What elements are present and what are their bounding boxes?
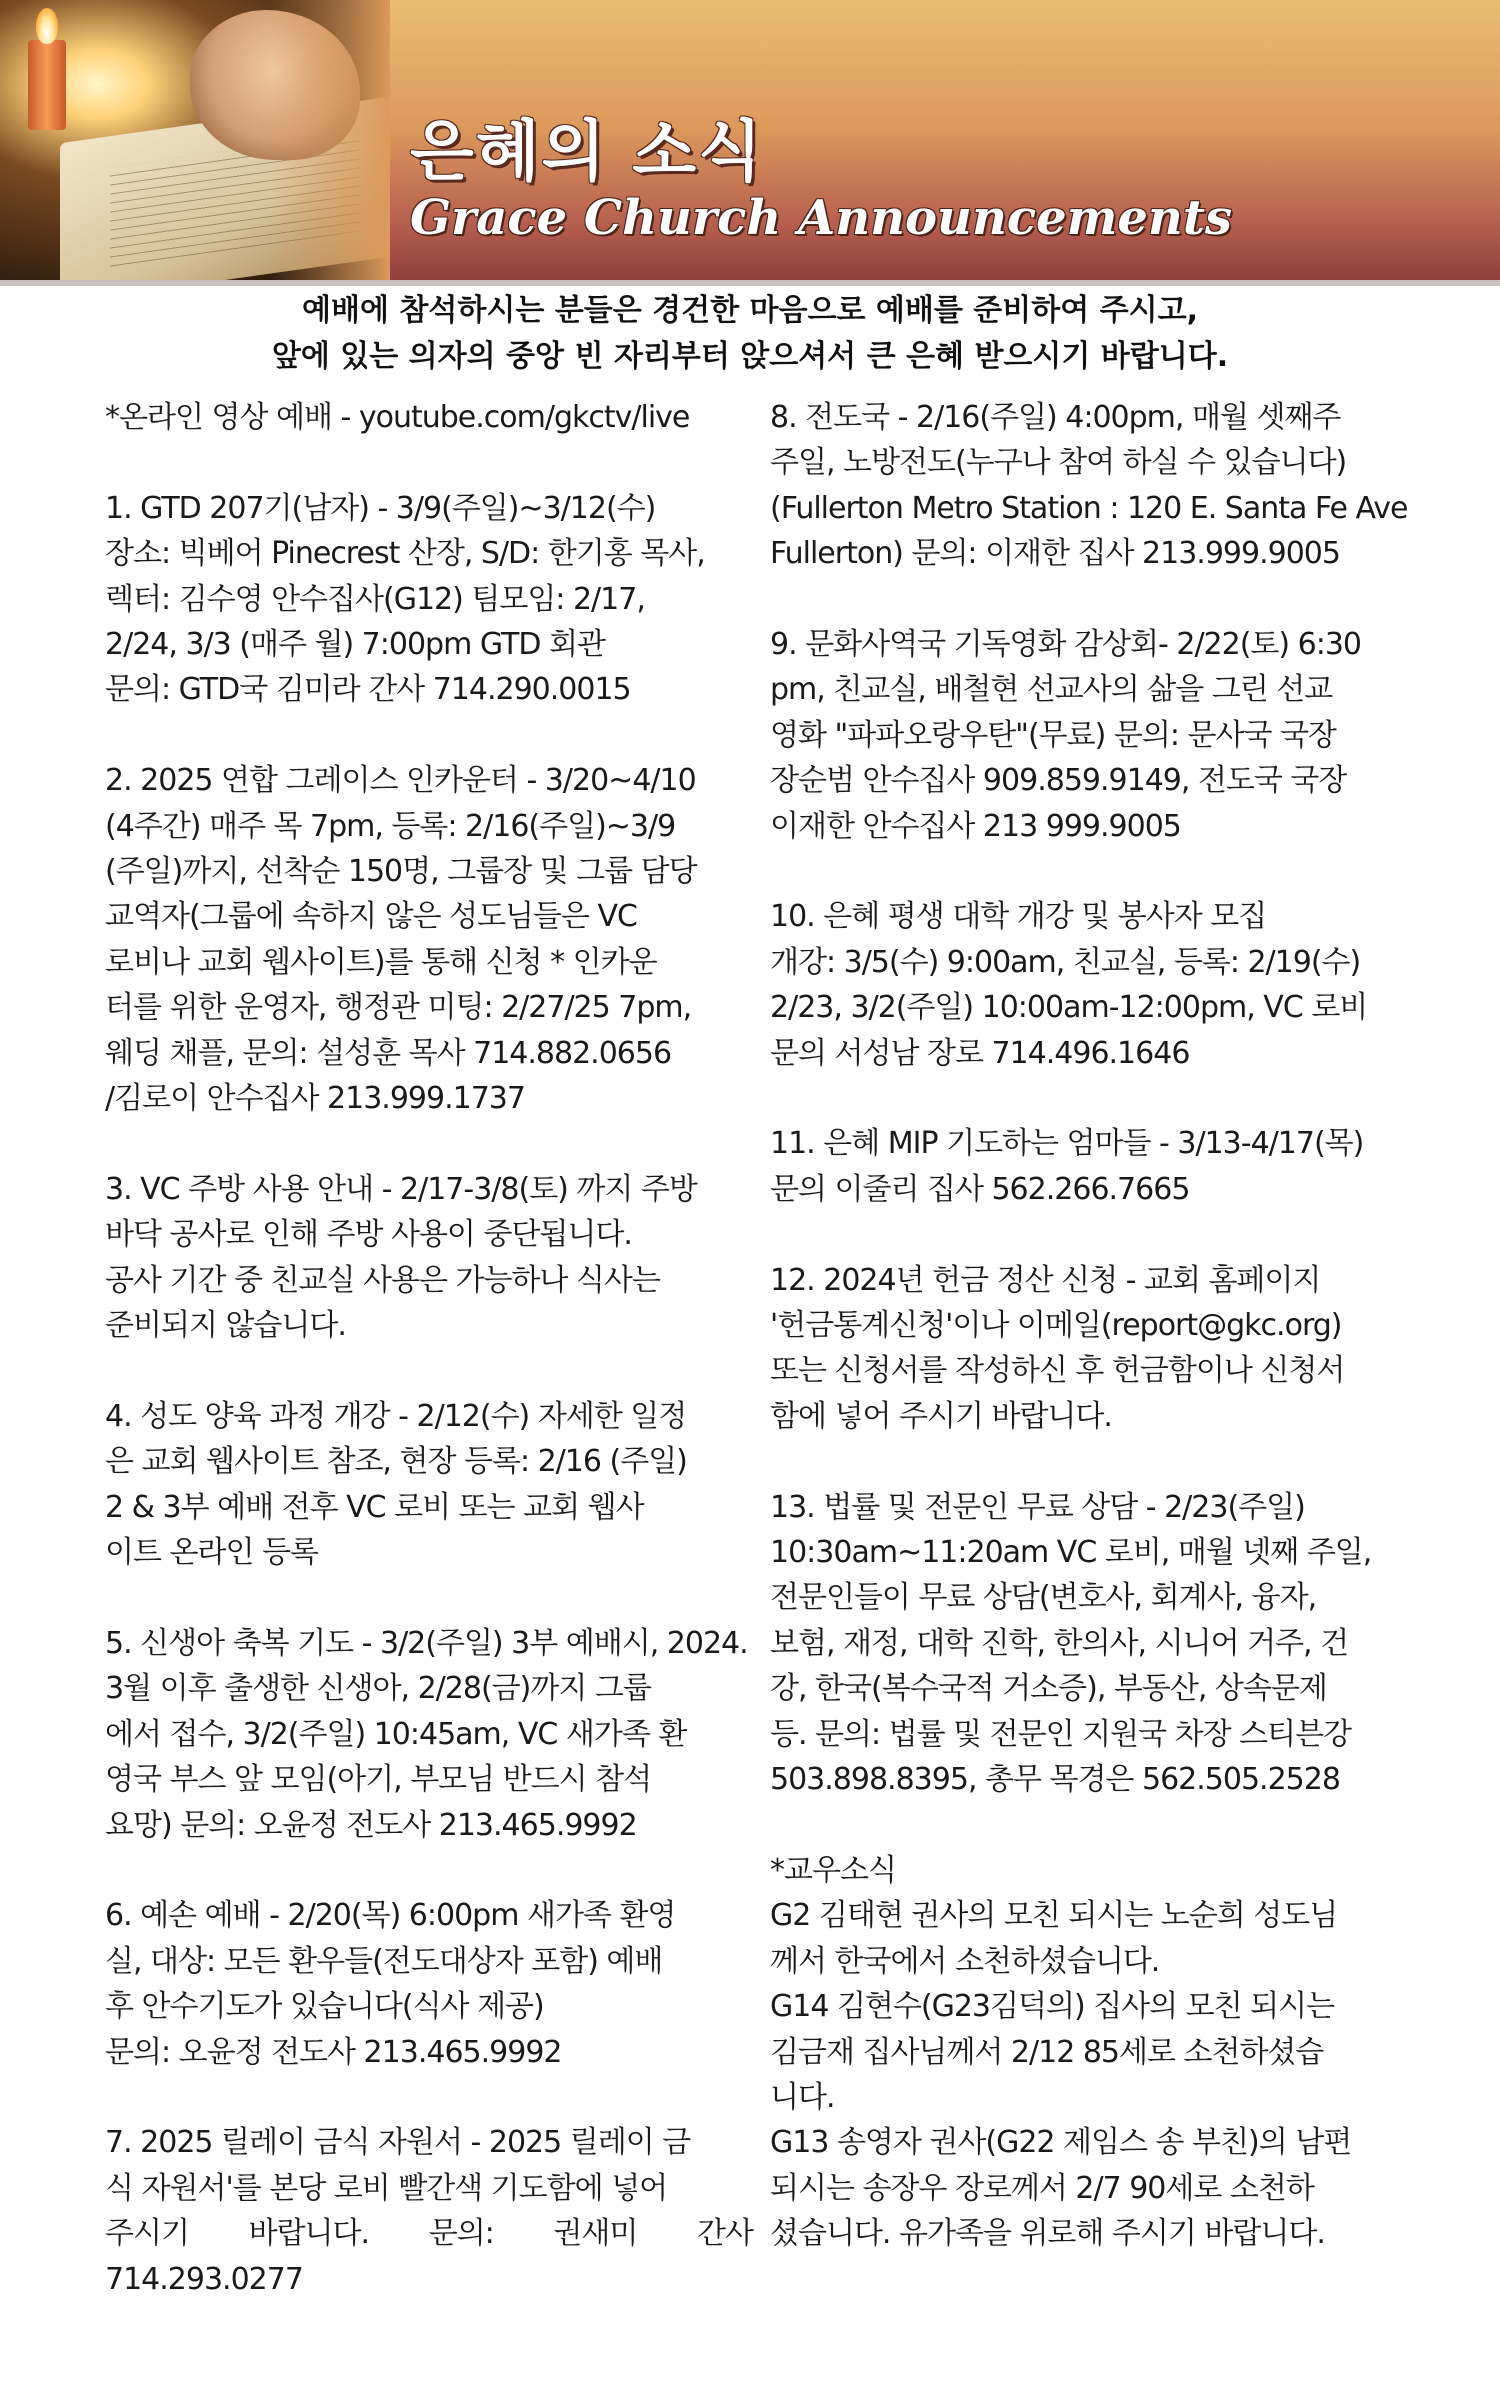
online-worship-link[interactable]: *온라인 영상 예배 - youtube.com/gkctv/live	[105, 400, 690, 435]
right-column	[770, 395, 1408, 2257]
candle-icon	[28, 40, 66, 130]
member-news-heading: *교우소식	[770, 1852, 896, 1888]
page-title: 은혜의 소식	[410, 113, 764, 190]
member-news-3: G13 송영자 권사(G22 제임스 송 부친)의 남편 되시는 송장우 장로께서 2/7 90세로 소천하 셨습니다. 유가족을 위로해 주시기 바랍니다.	[770, 2125, 1352, 2252]
announcement-3: 3. VC 주방 사용 안내 - 2/17-3/8(토) 까지 주방 바닥 공사로 인해 주방 사용이 중단됩니다. 공사 기간 중 친교실 사용은 가능하나 식사는 준비되지 않습니다.	[105, 1171, 697, 1344]
header-banner	[0, 0, 1500, 286]
announcement-10: 10. 은혜 평생 대학 개강 및 봉사자 모집 개강: 3/5(수) 9:00am, 친교실, 등록: 2/19(수) 2/23, 3/2(주일) 10:00am-12:00pm, VC 로비 문의 서성남 장로 714.496.1646	[770, 899, 1368, 1071]
announcement-8: 8. 전도국 - 2/16(주일) 4:00pm, 매월 셋째주 주일, 노방전도(누구나 참여 하실 수 있습니다) (Fullerton Metro Station : 120 E. Santa Fe Ave Fullerton) 문의: 이재한 집사 213.999.9005	[770, 400, 1408, 572]
announcement-9: 9. 문화사역국 기독영화 감상회- 2/22(토) 6:30 pm, 친교실, 배철현 선교사의 삶을 그린 선교 영화 "파파오랑우탄"(무료) 문의: 문사국 국장 장순범 안수집사 909.859.9149, 전도국 국장 이재한 안수집사 213 999.9005	[770, 627, 1362, 844]
announcement-13: 13. 법률 및 전문인 무료 상담 - 2/23(주일) 10:30am~11:20am VC 로비, 매월 넷째 주일, 전문인들이 무료 상담(변호사, 회계사, 융자, 보험, 재정, 대학 진학, 한의사, 시니어 거주, 건 강, 한국(복수국적 거소증), 부동산, 상속문제 등. 문의: 법률 및 전문인 지원국 차장 스티븐강 503.898.8395, 총무 목경은 562.505.2528	[770, 1489, 1372, 1798]
praying-hands-image	[0, 0, 390, 280]
member-news-2: G14 김현수(G23김덕의) 집사의 모친 되시는 김금재 집사님께서 2/12 85세로 소천하셨습 니다.	[770, 1989, 1335, 2115]
member-news-1: G2 김태현 권사의 모친 되시는 노순희 성도님 께서 한국에서 소천하셨습니다.	[770, 1898, 1338, 1979]
flame-icon	[36, 8, 58, 44]
announcement-1: 1. GTD 207기(남자) - 3/9(주일)~3/12(수) 장소: 빅베어 Pinecrest 산장, S/D: 한기홍 목사, 렉터: 김수영 안수집사(G12) 팀모임: 2/17, 2/24, 3/3 (매주 월) 7:00pm GTD 회관 문의: GTD국 김미라 간사 714.290.0015	[105, 490, 705, 708]
left-column	[105, 395, 753, 2302]
intro-line-2: 앞에 있는 의자의 중앙 빈 자리부터 앉으셔서 큰 은혜 받으시기 바랍니다.	[271, 339, 1229, 374]
announcement-5: 5. 신생아 축복 기도 - 3/2(주일) 3부 예배시, 2024. 3월 이후 출생한 신생아, 2/28(금)까지 그룹 에서 접수, 3/2(주일) 10:45am, VC 새가족 환 영국 부스 앞 모임(아기, 부모님 반드시 참석 요망) 문의: 오윤정 전도사 213.465.9992	[105, 1625, 748, 1843]
announcement-12: 12. 2024년 헌금 정산 신청 - 교회 홈페이지 '헌금통계신청'이나 이메일(report@gkc.org) 또는 신청서를 작성하신 후 헌금함이나 신청서 함에 넣어 주시기 바랍니다.	[770, 1262, 1345, 1434]
announcement-7: 7. 2025 릴레이 금식 자원서 - 2025 릴레이 금 식 자원서'를 본당 로비 빨간색 기도함에 넣어 주시기 바랍니다. 문의: 권새미 간사 714.293.0277	[105, 2125, 753, 2297]
announcement-11: 11. 은혜 MIP 기도하는 엄마들 - 3/13-4/17(목) 문의 이줄리 집사 562.266.7665	[770, 1126, 1364, 1207]
intro-notice	[0, 288, 1500, 380]
intro-line-1: 예배에 참석하시는 분들은 경건한 마음으로 예배를 준비하여 주시고,	[302, 293, 1198, 328]
page-subtitle: Grace Church Announcements	[410, 190, 1233, 246]
announcement-6: 6. 예손 예배 - 2/20(목) 6:00pm 새가족 환영 실, 대상: 모든 환우들(전도대상자 포함) 예배 후 안수기도가 있습니다(식사 제공) 문의: 오윤정 전도사 213.465.9992	[105, 1898, 676, 2070]
announcement-2: 2. 2025 연합 그레이스 인카운터 - 3/20~4/10 (4주간) 매주 목 7pm, 등록: 2/16(주일)~3/9 (주일)까지, 선착순 150명, 그룹장 및 그룹 담당 교역자(그룹에 속하지 않은 성도님들은 VC 로비나 교회 웹사이트)를 통해 신청 * 인카운 터를 위한 운영자, 행정관 미팅: 2/27/25 7pm, 웨딩 채플, 문의: 설성훈 목사 714.882.0656 /김로이 안수집사 213.999.1737	[105, 763, 697, 1117]
announcement-4: 4. 성도 양육 과정 개강 - 2/12(수) 자세한 일정 은 교회 웹사이트 참조, 현장 등록: 2/16 (주일) 2 & 3부 예배 전후 VC 로비 또는 교회 웹사 이트 온라인 등록	[105, 1398, 687, 1571]
